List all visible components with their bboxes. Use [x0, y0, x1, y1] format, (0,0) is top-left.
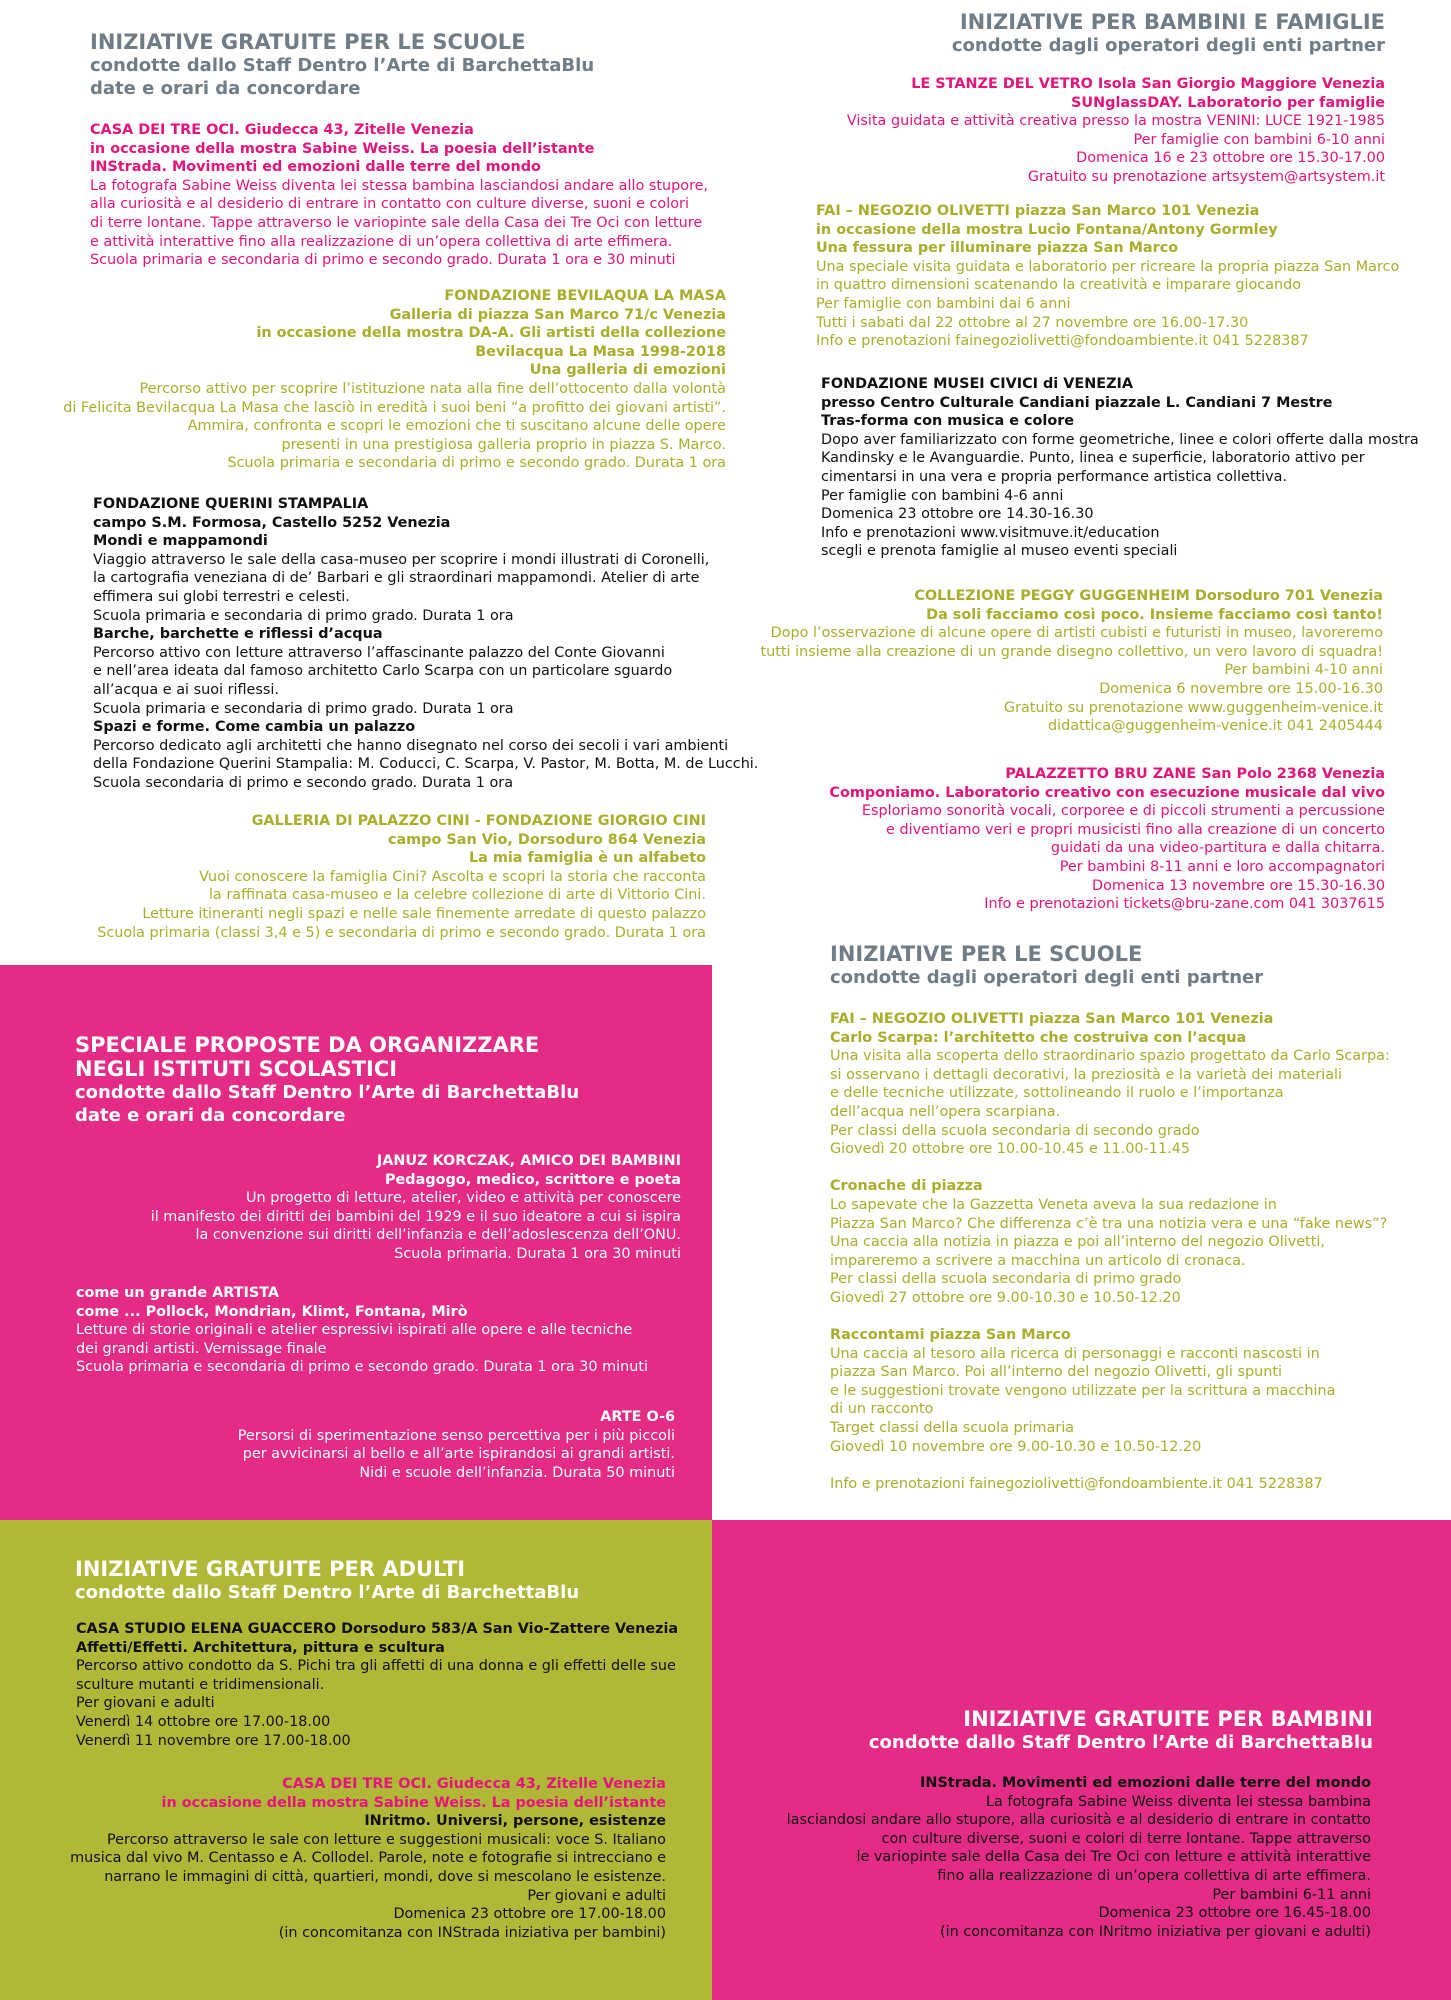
activity-title: Componiamo. Laboratorio creativo con esecuzione musicale dal vivo	[829, 784, 1385, 801]
spacer	[830, 1159, 1390, 1178]
section-title: SPECIALE PROPOSTE DA ORGANIZZARE	[75, 1033, 540, 1057]
venue-line: CASA STUDIO ELENA GUACCERO Dorsoduro 583/A San Vio-Zattere Venezia	[76, 1621, 679, 1637]
date-line: Domenica 13 novembre ore 15.30-16.30	[1092, 877, 1385, 894]
date-line: Venerdì 14 ottobre ore 17.00-18.00	[76, 1713, 331, 1730]
desc-line: e nell’area ideata dal famoso architetto Carlo Scarpa con un particolare sguardo	[93, 663, 673, 680]
querini-entry	[93, 495, 758, 793]
booking-line: Gratuito su prenotazione www.guggenheim-venice.it	[1003, 699, 1383, 716]
activity-title: Affetti/Effetti. Architettura, pittura e scultura	[76, 1639, 445, 1656]
desc-line: fino alla realizzazione di un’opera collettiva di arte effimera.	[937, 1867, 1371, 1884]
desc-line: musica dal vivo M. Centasso e A. Collodel. Parole, note e fotografie si intrecciano e	[70, 1850, 666, 1867]
fai-schools-entry	[830, 1010, 1390, 1493]
schools-partner-header	[830, 942, 1263, 989]
activity-title: Tras-forma con musica e colore	[821, 413, 1075, 430]
booking-line: scegli e prenota famiglie al museo eventi speciali	[821, 543, 1178, 560]
target-line: Scuola primaria e secondaria di primo e secondo grado. Durata 1 ora e 30 minuti	[90, 252, 676, 269]
date-line: Giovedì 20 ottobre ore 10.00-10.45 e 11.00-11.45	[830, 1141, 1190, 1158]
activity-title: Raccontami piazza San Marco	[830, 1327, 1071, 1344]
desc-line: Letture itineranti negli spazi e nelle sale finemente arredate di questo palazzo	[142, 905, 706, 922]
booking-line: Info e prenotazioni www.visitmuve.it/education	[821, 524, 1160, 541]
address-line: campo San Vio, Dorsoduro 864 Venezia	[387, 831, 706, 848]
date-line: Domenica 6 novembre ore 15.00-16.30	[1099, 680, 1383, 697]
vetro-entry	[847, 75, 1385, 187]
desc-line: tutti insieme alla creazione di un grande disegno collettivo, un vero lavoro di squadra!	[760, 643, 1383, 660]
activity-title: INStrada. Movimenti ed emozioni dalle terre del mondo	[920, 1775, 1371, 1791]
spacer	[830, 1456, 1390, 1475]
desc-line: Percorso attivo per scoprire l’istituzione nata alla fine dell’ottocento dalla volontà	[139, 380, 726, 397]
target-line: Per giovani e adulti	[76, 1695, 215, 1712]
desc-line: La fotografa Sabine Weiss diventa lei stessa bambina	[985, 1793, 1371, 1810]
activity-title: Una galleria di emozioni	[529, 362, 726, 379]
activity-title: INritmo. Universi, persone, esistenze	[364, 1813, 666, 1830]
section-title: INIZIATIVE PER BAMBINI E FAMIGLIE	[959, 10, 1385, 34]
desc-line: Persorsi di sperimentazione senso percettiva per i più piccoli	[237, 1427, 675, 1444]
desc-line: della Fondazione Querini Stampalia: M. Coducci, C. Scarpa, V. Pastor, M. Botta, M. de Lucchi.	[93, 756, 759, 773]
section-subtitle: condotte dallo Staff Dentro l’Arte di BarchettaBlu	[90, 55, 595, 76]
section-subtitle: condotte dallo Staff Dentro l’Arte di BarchettaBlu	[868, 1732, 1373, 1753]
activity-title: Una fessura per illuminare piazza San Marco	[816, 240, 1179, 257]
desc-line: sculture mutanti e tridimensionali.	[76, 1676, 325, 1693]
desc-line: Una caccia alla notizia in piazza e poi all’interno del negozio Olivetti,	[830, 1234, 1325, 1251]
desc-line: e le suggestioni trovate vengono utilizzate per la scrittura a macchina	[830, 1382, 1336, 1399]
desc-line: in quattro dimensioni scatenando la creatività e imparare giocando	[816, 277, 1302, 294]
booking-line: didattica@guggenheim-venice.it 041 2405444	[1048, 718, 1383, 735]
fai-family-entry	[816, 202, 1399, 351]
target-line: Per classi della scuola secondaria di secondo grado	[830, 1122, 1200, 1139]
desc-line: Una caccia al tesoro alla ricerca di personaggi e racconti nascosti in	[830, 1345, 1320, 1362]
guggenheim-entry	[760, 587, 1383, 736]
date-line: Giovedì 27 ottobre ore 9.00-10.30 e 10.50-12.20	[830, 1289, 1181, 1306]
section-subtitle: condotte dagli operatori degli enti partner	[830, 967, 1264, 988]
venue-line: LE STANZE DEL VETRO Isola San Giorgio Maggiore Venezia	[911, 76, 1385, 92]
venue-line: CASA DEI TRE OCI. Giudecca 43, Zitelle Venezia	[90, 122, 474, 138]
desc-line: Esploriamo sonorità vocali, corporee e di piccoli strumenti a percussione	[861, 803, 1385, 820]
korczak-entry	[151, 1152, 681, 1264]
exhibit-line: in occasione della mostra Sabine Weiss. La poesia dell’istante	[90, 140, 595, 157]
kids-header	[869, 1707, 1373, 1754]
section-note: date e orari da concordare	[75, 1105, 346, 1126]
desc-line: dei grandi artisti. Vernissage finale	[76, 1340, 327, 1357]
desc-line: Una visita alla scoperta dello straordinario spazio progettato da Carlo Scarpa:	[830, 1048, 1390, 1065]
desc-line: effimera sui globi terrestri e celesti.	[93, 588, 350, 605]
note-line: (in concomitanza con INStrada iniziativa per bambini)	[278, 1924, 666, 1941]
desc-line: Kandinsky e le Avanguardie. Punto, linea e superficie, laboratorio attivo per	[821, 450, 1365, 467]
section-title: INIZIATIVE GRATUITE PER ADULTI	[75, 1557, 466, 1581]
target-line: Per bambini 4-10 anni	[1224, 662, 1383, 679]
cini-entry	[97, 812, 706, 942]
date-line: Domenica 16 e 23 ottobre ore 15.30-17.00	[1076, 150, 1385, 167]
activity-title: INStrada. Movimenti ed emozioni dalle terre del mondo	[90, 159, 541, 176]
desc-line: Una speciale visita guidata e laboratorio per ricreare la propria piazza San Marco	[816, 258, 1400, 275]
target-line: Per famiglie con bambini 4-6 anni	[821, 487, 1064, 504]
venue-line: FONDAZIONE BEVILAQUA LA MASA	[444, 288, 726, 304]
tre-oci-school-entry	[90, 121, 708, 270]
desc-line: impareremo a scrivere a macchina un articolo di cronaca.	[830, 1252, 1246, 1269]
exhibit-line: in occasione della mostra Sabine Weiss. La poesia dell’istante	[161, 1794, 666, 1811]
musei-civici-entry	[821, 375, 1419, 561]
desc-line: con culture diverse, suoni e colori di terre lontane. Tappe attraverso	[881, 1830, 1371, 1847]
desc-line: si osservano i dettagli decorativi, la preziosità e la varietà dei materiali	[830, 1066, 1343, 1083]
section-subtitle: condotte dagli operatori degli enti partner	[951, 35, 1385, 56]
desc-line: La fotografa Sabine Weiss diventa lei stessa bambina lasciandosi andare allo stupore,	[90, 177, 709, 194]
desc-line: Vuoi conoscere la famiglia Cini? Ascolta e scopri la storia che racconta	[199, 868, 706, 885]
tre-oci-adults-entry	[70, 1775, 666, 1942]
section-subtitle: condotte dallo Staff Dentro l’Arte di BarchettaBlu	[75, 1082, 580, 1103]
desc-line: dell’acqua nell’opera scarpiana.	[830, 1103, 1061, 1120]
activity-title: Cronache di piazza	[830, 1178, 983, 1195]
venue-line: FONDAZIONE MUSEI CIVICI di VENEZIA	[821, 376, 1134, 392]
target-line: Scuola secondaria di primo e secondo grado. Durata 1 ora	[93, 774, 514, 791]
arte-06-entry	[238, 1408, 675, 1482]
venue-line: FAI – NEGOZIO OLIVETTI piazza San Marco 101 Venezia	[830, 1011, 1274, 1027]
desc-line: la convenzione sui diritti dell’infanzia e dell’adoslescenza dell’ONU.	[195, 1227, 681, 1244]
activity-title: SUNglassDAY. Laboratorio per famiglie	[1071, 94, 1385, 111]
section-subtitle: condotte dallo Staff Dentro l’Arte di BarchettaBlu	[75, 1582, 580, 1603]
exhibit-line: in occasione della mostra DA-A. Gli artisti della collezione	[256, 325, 726, 342]
bru-zane-entry	[829, 765, 1385, 914]
address-line: presso Centro Culturale Candiani piazzale L. Candiani 7 Mestre	[821, 394, 1333, 411]
target-line: Scuola primaria e secondaria di primo grado. Durata 1 ora	[93, 700, 514, 717]
instrada-kids-entry	[787, 1774, 1371, 1941]
activity-subtitle: come ... Pollock, Mondrian, Klimt, Fontana, Mirò	[76, 1303, 468, 1320]
desc-line: di Felicita Bevilacqua La Masa che lasciò in eredità i suoi beni “a profitto dei giovani artisti”.	[63, 399, 726, 416]
desc-line: lasciandosi andare allo stupore, alla curiosità e al desiderio di entrare in contatto	[786, 1812, 1371, 1829]
activity-title: Spazi e forme. Come cambia un palazzo	[93, 719, 416, 736]
target-line: Per famiglie con bambini dai 6 anni	[816, 295, 1071, 312]
activity-subtitle: Pedagogo, medico, scrittore e poeta	[385, 1171, 681, 1188]
target-line: Per bambini 6-11 anni	[1212, 1886, 1371, 1903]
desc-line: la cartografia veneziana di de’ Barbari e gli straordinari mappamondi. Atelier di arte	[93, 570, 700, 587]
venue-line: PALAZZETTO BRU ZANE San Polo 2368 Venezia	[1005, 766, 1385, 782]
target-line: Per classi della scuola secondaria di primo grado	[830, 1271, 1182, 1288]
desc-line: Lo sapevate che la Gazzetta Veneta aveva la sua redazione in	[830, 1196, 1277, 1213]
desc-line: Viaggio attraverso le sale della casa-museo per scoprire i mondi illustrati di Coronelli,	[93, 551, 710, 568]
desc-line: alla curiosità e al desiderio di entrare in contatto con culture diverse, suoni e colori	[90, 196, 689, 213]
desc-line: Un progetto di letture, atelier, video e attività per conoscere	[245, 1190, 681, 1207]
desc-line: Ammira, confronta e scopri le emozioni che ti suscitano alcune delle opere	[187, 418, 726, 435]
activity-title: come un grande ARTISTA	[76, 1285, 280, 1301]
desc-line: Percorso attivo condotto da S. Pichi tra gli affetti di una donna e gli effetti delle sue	[76, 1658, 676, 1675]
date-line: Domenica 23 ottobre ore 14.30-16.30	[821, 506, 1094, 523]
grande-artista-entry	[76, 1284, 648, 1377]
desc-line: e diventiamo veri e propri musicisti fino alla creazione di un concerto	[886, 821, 1385, 838]
target-line: Scuola primaria e secondaria di primo grado. Durata 1 ora	[93, 607, 514, 624]
target-line: Scuola primaria. Durata 1 ora 30 minuti	[394, 1245, 681, 1262]
desc-line: Letture di storie originali e atelier espressivi ispirati alle opere e alle tecniche	[76, 1322, 633, 1339]
venue-line: CASA DEI TRE OCI. Giudecca 43, Zitelle Venezia	[282, 1776, 666, 1792]
address-line: campo S.M. Formosa, Castello 5252 Venezia	[93, 514, 451, 531]
target-line: Scuola primaria e secondaria di primo e secondo grado. Durata 1 ora	[227, 455, 726, 472]
desc-line: Piazza San Marco? Che differenza c’è tra una notizia vera e una “fake news”?	[830, 1215, 1388, 1232]
date-line: Domenica 23 ottobre ore 16.45-18.00	[1098, 1905, 1371, 1922]
venue-line: FONDAZIONE QUERINI STAMPALIA	[93, 496, 369, 512]
activity-title: Da soli facciamo così poco. Insieme facciamo così tanto!	[926, 606, 1383, 623]
target-line: Scuola primaria (classi 3,4 e 5) e secondaria di primo e secondo grado. Durata 1 ora	[97, 924, 706, 941]
venue-line: GALLERIA DI PALAZZO CINI - FONDAZIONE GIORGIO CINI	[251, 813, 706, 829]
target-line: Target classi della scuola primaria	[830, 1420, 1075, 1437]
target-line: Per giovani e adulti	[527, 1887, 666, 1904]
guaccero-entry	[76, 1620, 678, 1750]
target-line: Scuola primaria e secondaria di primo e secondo grado. Durata 1 ora 30 minuti	[76, 1359, 649, 1376]
desc-line: guidati da una video-partitura e dalla chitarra.	[1050, 840, 1385, 857]
desc-line: Percorso dedicato agli architetti che hanno disegnato nel corso dei secoli i vari ambienti	[93, 737, 729, 754]
school-free-header	[90, 30, 594, 100]
desc-line: piazza San Marco. Poi all’interno del negozio Olivetti, gli spunti	[830, 1364, 1283, 1381]
activity-title: ARTE O-6	[600, 1409, 675, 1425]
desc-line: Visita guidata e attività creativa presso la mostra VENINI: LUCE 1921-1985	[846, 113, 1385, 130]
target-line: Nidi e scuole dell’infanzia. Durata 50 minuti	[359, 1464, 675, 1481]
activity-title: Barche, barchette e riflessi d’acqua	[93, 626, 383, 643]
target-line: Per famiglie con bambini 6-10 anni	[1133, 131, 1385, 148]
families-header	[952, 10, 1385, 57]
desc-line: Dopo aver familiarizzato con forme geometriche, linee e colori offerte dalla mostra	[821, 431, 1419, 448]
date-line: Tutti i sabati dal 22 ottobre al 27 novembre ore 16.00-17.30	[816, 314, 1249, 331]
adults-header	[75, 1557, 579, 1604]
note-line: (in concomitanza con INritmo iniziativa per giovani e adulti)	[939, 1923, 1371, 1940]
activity-title: Mondi e mappamondi	[93, 533, 268, 550]
desc-line: la raffinata casa-museo e la celebre collezione di arte di Vittorio Cini.	[208, 887, 706, 904]
desc-line: e attività interattive fino alla realizzazione di un’opera collettiva di arte effimera.	[90, 233, 673, 250]
section-title: INIZIATIVE PER LE SCUOLE	[830, 942, 1143, 966]
desc-line: le variopinte sale della Casa dei Tre Oci con letture e attività interattive	[856, 1849, 1371, 1866]
address-line: Galleria di piazza San Marco 71/c Venezia	[389, 306, 726, 323]
desc-line: presenti in una prestigiosa galleria proprio in piazza S. Marco.	[281, 436, 726, 453]
desc-line: di terre lontane. Tappe attraverso le variopinte sale della Casa dei Tre Oci con letture	[90, 214, 703, 231]
spacer	[830, 1308, 1390, 1327]
booking-line: Gratuito su prenotazione artsystem@artsystem.it	[1027, 168, 1385, 185]
desc-line: Percorso attraverso le sale con letture e suggestioni musicali: voce S. Italiano	[107, 1831, 666, 1848]
venue-line: COLLEZIONE PEGGY GUGGENHEIM Dorsoduro 701 Venezia	[914, 588, 1383, 604]
booking-line: Info e prenotazioni fainegoziolivetti@fondoambiente.it 041 5228387	[830, 1475, 1323, 1492]
desc-line: cimentarsi in una vera e propria performance artistica collettiva.	[821, 468, 1288, 485]
desc-line: Percorso attivo con letture attraverso l’affascinante palazzo del Conte Giovanni	[93, 644, 665, 661]
activity-title: JANUZ KORCZAK, AMICO DEI BAMBINI	[376, 1153, 681, 1169]
desc-line: il manifesto dei diritti dei bambini del 1929 e il suo ideatore a cui si ispira	[150, 1208, 681, 1225]
section-title: INIZIATIVE GRATUITE PER BAMBINI	[963, 1707, 1373, 1731]
desc-line: Dopo l’osservazione di alcune opere di artisti cubisti e futuristi in museo, lavoreremo	[770, 625, 1383, 642]
section-title: INIZIATIVE GRATUITE PER LE SCUOLE	[90, 30, 526, 54]
activity-title: Carlo Scarpa: l’architetto che costruiva con l’acqua	[830, 1029, 1247, 1046]
desc-line: e delle tecniche utilizzate, sottolineando il ruolo e l’importanza	[830, 1085, 1284, 1102]
booking-line: Info e prenotazioni tickets@bru-zane.com 041 3037615	[984, 896, 1385, 913]
target-line: Per bambini 8-11 anni e loro accompagnatori	[1059, 858, 1385, 875]
activity-title: La mia famiglia è un alfabeto	[468, 850, 706, 867]
section-note: date e orari da concordare	[90, 78, 361, 99]
exhibit-line: Bevilacqua La Masa 1998-2018	[475, 343, 726, 360]
bevilacqua-entry	[63, 287, 726, 473]
date-line: Venerdì 11 novembre ore 17.00-18.00	[76, 1732, 351, 1749]
date-line: Domenica 23 ottobre ore 17.00-18.00	[393, 1906, 666, 1923]
venue-line: FAI – NEGOZIO OLIVETTI piazza San Marco 101 Venezia	[816, 203, 1260, 219]
desc-line: all’acqua e ai suoi riflessi.	[93, 681, 279, 698]
desc-line: di un racconto	[830, 1401, 934, 1418]
special-header	[75, 1033, 579, 1127]
date-line: Giovedì 10 novembre ore 9.00-10.30 e 10.50-12.20	[830, 1438, 1202, 1455]
exhibit-line: in occasione della mostra Lucio Fontana/Antony Gormley	[816, 221, 1278, 238]
section-title: NEGLI ISTITUTI SCOLASTICI	[75, 1057, 398, 1081]
desc-line: per avvicinarsi al bello e all’arte ispirandosi ai grandi artisti.	[242, 1446, 675, 1463]
desc-line: narrano le immagini di città, quartieri, mondi, dove si mescolano le esistenze.	[104, 1868, 666, 1885]
booking-line: Info e prenotazioni fainegoziolivetti@fondoambiente.it 041 5228387	[816, 333, 1309, 350]
